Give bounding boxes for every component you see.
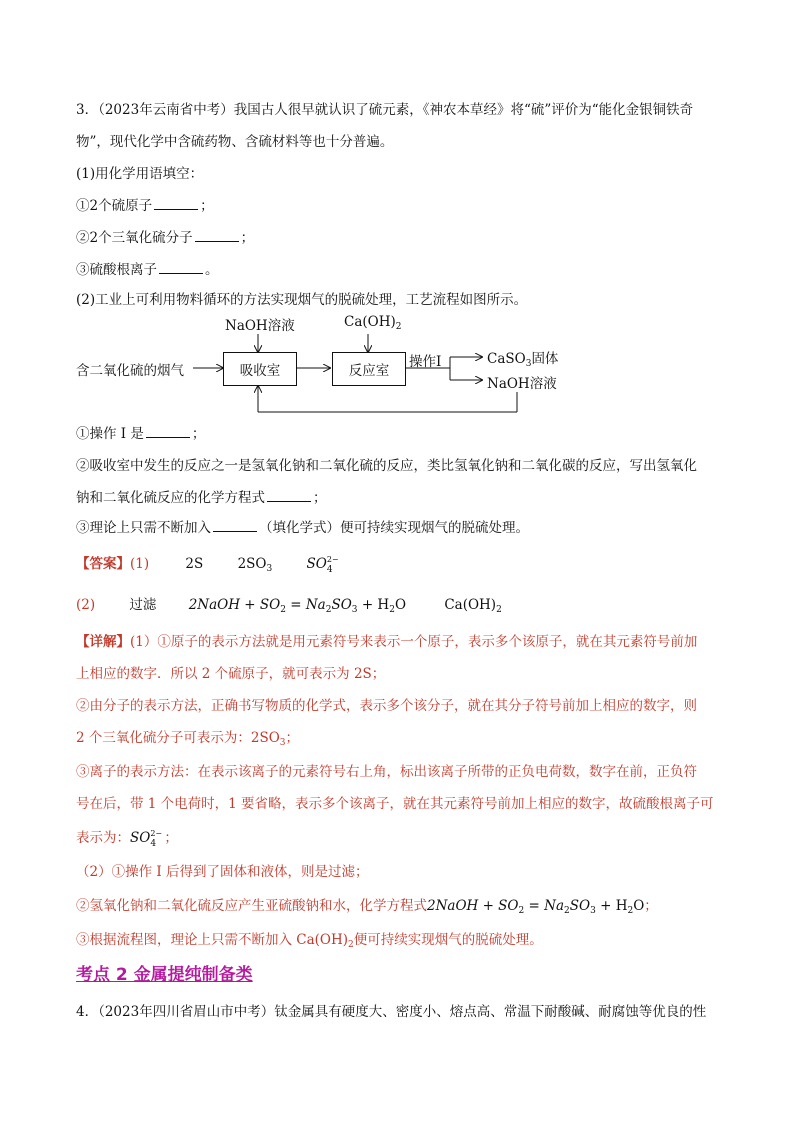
detail-line7: 表示为：SO 2− 4 ；	[76, 829, 178, 849]
answer-row-1: 【答案】(1) 2S $2SO_3$ SO 2− 4	[76, 555, 339, 575]
answer-row-2: (2) 过滤 2NaOH + $SO_2 = Na_2SO_3 + H_2O$ $Ca(OH)_2$	[76, 597, 502, 615]
detail-line3: ②由分子的表示方法，正确书写物质的化学式，表示多个该分子，就在其分子符号前加上相应的数字，则	[76, 698, 697, 714]
answer-blank	[195, 228, 239, 242]
q3-sub1: ①2个硫原子 ；	[76, 198, 214, 214]
q3-part1-intro: (1)用化学用语填空：	[76, 166, 204, 182]
answer-blank	[159, 260, 203, 274]
q3-sub6: ③理论上只需不断加入 （填化学式）便可持续实现烟气的脱硫处理。	[76, 520, 529, 536]
input-gas-label: 含二氧化硫的烟气	[76, 363, 184, 379]
detail-line4: 2 个三氧化硫分子可表示为：$2SO_3$；	[76, 730, 300, 748]
q3-sub5-line2: 钠和二氧化硫反应的化学方程式 ；	[76, 490, 327, 506]
answer-blank	[146, 424, 190, 438]
answer-blank	[267, 488, 311, 502]
q3-line1: 3．（2023年云南省中考）我国古人很早就认识了硫元素，《神农本草经》将“硫”评价为“能化金银铜铁奇	[76, 102, 694, 118]
detail-line8: （2）①操作 I 后得到了固体和液体，则是过滤；	[76, 864, 369, 880]
detail-line10: ③根据流程图，理论上只需不断加入 $Ca(OH)_2$便可持续实现烟气的脱硫处理。	[76, 932, 543, 950]
detail-line2: 上相应的数字．所以 2 个硫原子，就可表示为 2S；	[76, 666, 386, 682]
naoh-output-label: NaOH溶液	[487, 376, 557, 392]
section-heading: 考点 2 金属提纯制备类	[76, 965, 253, 985]
q3-part2-intro: (2)工业上可利用物料循环的方法实现烟气的脱硫处理，工艺流程如图所示。	[76, 292, 528, 308]
q4-line1: 4．（2023年四川省眉山市中考）钛金属具有硬度大、密度小、熔点高、常温下耐酸碱、耐腐蚀等优良的性	[76, 1004, 707, 1020]
reactor-box: 反应室	[332, 352, 406, 386]
q3-sub3: ③硫酸根离子 。	[76, 262, 219, 278]
q3-sub2: ②2个三氧化硫分子 ；	[76, 230, 255, 246]
naoh-input-label: NaOH溶液	[225, 318, 295, 334]
caoh2-label: $Ca(OH)_2$	[344, 314, 402, 332]
detail-line6: 号在后，带 1 个电荷时，1 要省略，表示多个该离子，就在其元素符号前加上相应的数字，故硫酸根离子可	[76, 796, 714, 812]
operation-label: 操作I	[409, 354, 442, 370]
q3-sub5-line1: ②吸收室中发生的反应之一是氢氧化钠和二氧化硫的反应，类比氢氧化钠和二氧化碳的反应，写出氢氧化	[76, 458, 697, 474]
absorber-box: 吸收室	[223, 352, 297, 386]
caso3-label: CaSO$_3$固体	[487, 351, 559, 369]
q3-sub4: ①操作 I 是 ；	[76, 426, 206, 442]
detail-line5: ③离子的表示方法：在表示该离子的元素符号右上角，标出该离子所带的正负电荷数，数字在前，正负符	[76, 764, 697, 780]
q3-line2: 物”，现代化学中含硫药物、含硫材料等也十分普遍。	[76, 134, 394, 150]
detail-line9: ②氢氧化钠和二氧化硫反应产生亚硫酸钠和水，化学方程式2NaOH + $SO_2 = Na_2SO_3 + H_2O$；	[76, 898, 658, 916]
answer-blank	[154, 196, 198, 210]
answer-blank	[213, 518, 257, 532]
detail-line1: 【详解】(1）①原子的表示方法就是用元素符号来表示一个原子，表示多个该原子，就在其元素符号前加	[76, 634, 698, 650]
